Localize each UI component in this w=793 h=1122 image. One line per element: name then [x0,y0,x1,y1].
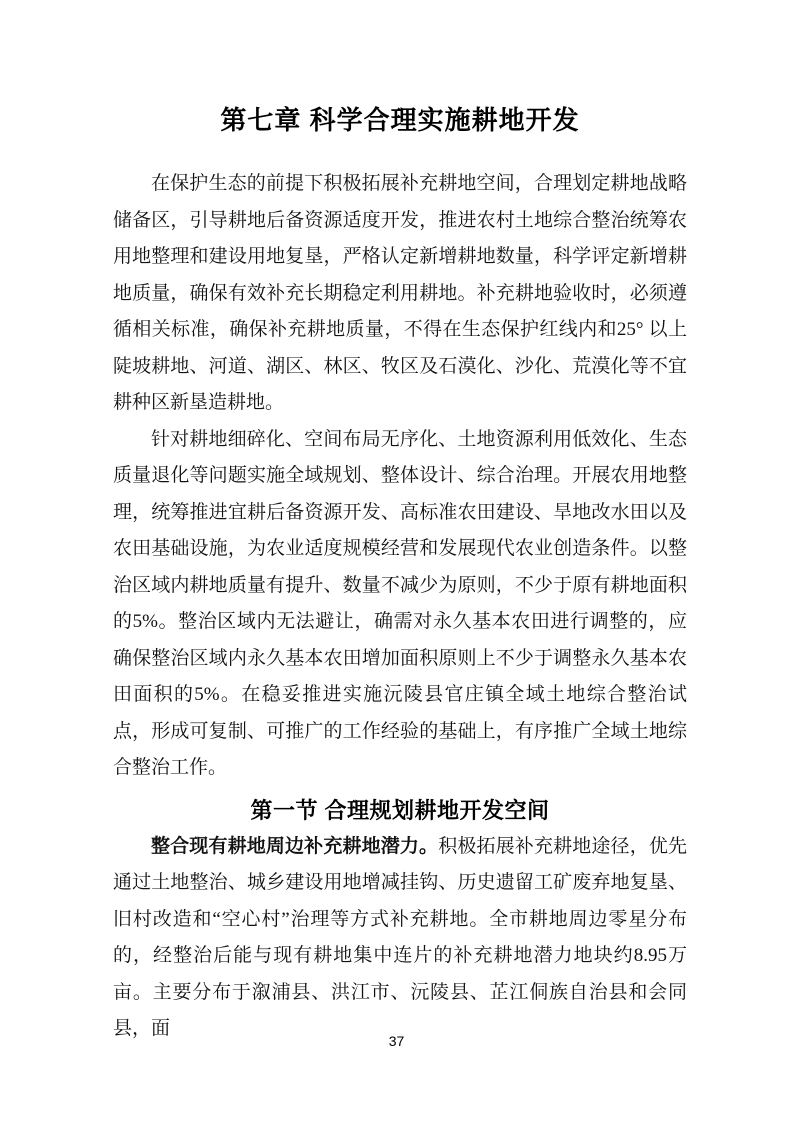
paragraph-3-lead: 整合现有耕地周边补充耕地潜力。 [151,835,439,857]
paragraph-3-text: 积极拓展补充耕地途径，优先通过土地整治、城乡建设用地增减挂钩、历史遗留工矿废弃地复垦、旧村改造和“空心村”治理等方式补充耕地。全市耕地周边零星分布的，经整治后能与现有耕地集中连片的补充耕地潜力地块约8.95万亩。主要分布于溆浦县、洪江市、沅陵县、芷江侗族自治县和会同县，面 [113,835,687,1039]
section-title: 第一节 合理规划耕地开发空间 [250,797,550,823]
paragraph-1: 在保护生态的前提下积极拓展补充耕地空间，合理划定耕地战略储备区，引导耕地后备资源适度开发，推进农村土地综合整治统筹农用地整理和建设用地复垦，严格认定新增耕地数量，科学评定新增耕地质量，确保有效补充长期稳定利用耕地。补充耕地验收时，必须遵循相关标准，确保补充耕地质量，不得在生态保护红线内和25° 以上陡坡耕地、河道、湖区、林区、牧区及石漠化、沙化、荒漠化等不宜耕种区新垦造耕地。 [113,173,687,413]
paragraph-2: 针对耕地细碎化、空间布局无序化、土地资源利用低效化、生态质量退化等问题实施全域规划、整体设计、综合治理。开展农用地整理，统筹推进宜耕后备资源开发、高标准农田建设、旱地改水田以及农田基础设施，为农业适度规模经营和发展现代农业创造条件。以整治区域内耕地质量有提升、数量不减少为原则，不少于原有耕地面积的5%。整治区域内无法避让，确需对永久基本农田进行调整的，应确保整治区域内永久基本农田增加面积原则上不少于调整永久基本农田面积的5%。在稳妥推进实施沅陵县官庄镇全域土地综合整治试点，形成可复制、可推广的工作经验的基础上，有序推广全域土地综合整治工作。 [113,428,687,778]
paragraph-3 [113,829,687,1048]
chapter-title: 第七章 科学合理实施耕地开发 [220,105,580,135]
page-number: 37 [388,1033,405,1049]
